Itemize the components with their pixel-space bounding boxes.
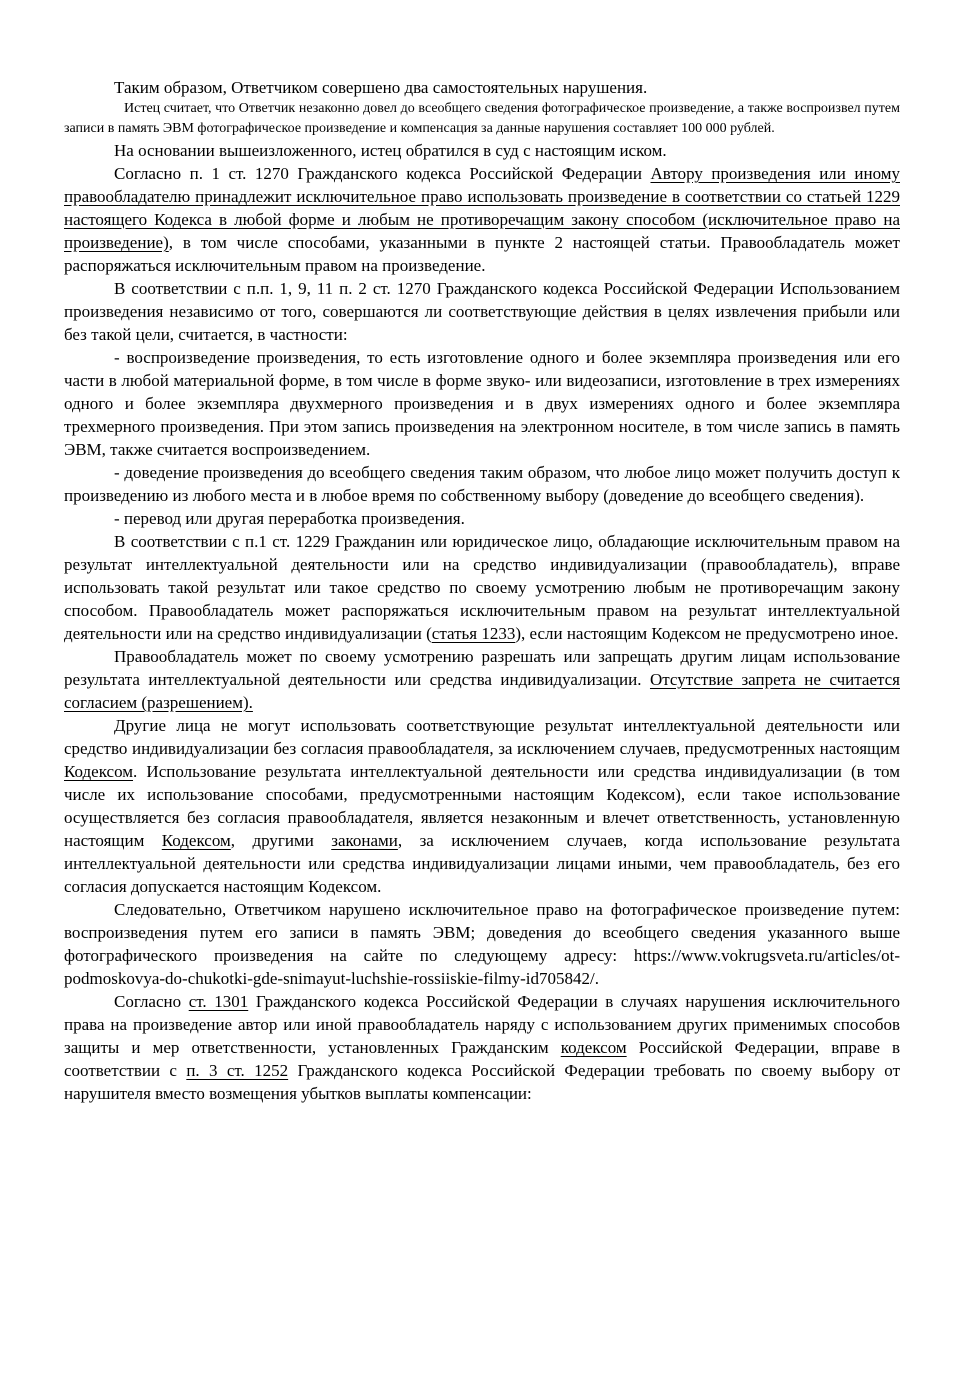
text-run: , другими	[230, 831, 332, 850]
paragraph-rightsholder-permission	[64, 645, 900, 714]
underlined-text-run: Отсутствие запрета не считается согласием (разрешением).	[64, 670, 900, 712]
paragraph-two-violations	[64, 76, 900, 99]
paragraph-basis-of-lawsuit	[64, 139, 900, 162]
url-text: https://www.vokrugsveta.ru/articles/ot-podmoskovya-do-chukotki-gde-snimayut-luchshie-rossiiskie-filmy-id705842/	[64, 946, 900, 988]
text-run: , в том числе способами, указанными в пункте 2 настоящей статьи. Правообладатель может распоряжаться исключительным правом на произведение.	[64, 233, 900, 275]
text-run: Следовательно, Ответчиком нарушено исключительное право на фотографическое произведение путем: воспроизведения путем его записи в память ЭВМ; доведения до всеобщего сведения указанного выше фотографического произведения на сайте по следующему адресу:	[64, 900, 900, 965]
paragraph-article-1229-p1	[64, 530, 900, 645]
text-run: ), если настоящим Кодексом не предусмотрено иное.	[515, 624, 899, 643]
text-run: Гражданского кодекса Российской Федерации требовать по своему выбору от нарушителя вместо возмещения убытков выплаты компенсации:	[64, 1061, 900, 1103]
underlined-text-run: ст. 1301	[188, 992, 249, 1011]
text-run: , за исключением случаев, когда использование результата интеллектуальной деятельности или средства индивидуализации лицами иными, чем правообладатель, без его согласия допускается настоящим Кодексом.	[64, 831, 900, 896]
underlined-text-run: п. 3 ст. 1252	[186, 1061, 289, 1080]
paragraph-article-1270-p1	[64, 162, 900, 277]
text-run: Таким образом, Ответчиком совершено два самостоятельных нарушения.	[114, 78, 648, 97]
text-run: .	[594, 969, 599, 988]
text-run: - перевод или другая переработка произведения.	[114, 509, 465, 528]
text-run: . Использование результата интеллектуальной деятельности или средства индивидуализации (в том числе их использование способами, предусмотренными настоящим Кодексом), если такое использование осуществляется без согласия правообладателя, является незаконным и влечет ответственность, установленную настоящим	[64, 762, 900, 850]
paragraph-conclusion-infringement	[64, 898, 900, 990]
text-run: Согласно п. 1 ст. 1270 Гражданского кодекса Российской Федерации	[114, 164, 651, 183]
underlined-text-run: Автору произведения или иному правообладателю принадлежит исключительное право использовать произведение в соответствии со статьей 1229 настоящего Кодекса в любой форме и любым не противоречащим закону способом (исключительное право на произведение)	[64, 164, 900, 252]
paragraph-article-1270-p2	[64, 277, 900, 346]
paragraph-item-public-communication	[64, 461, 900, 507]
text-run: Правообладатель может по своему усмотрению разрешать или запрещать другим лицам использование результата интеллектуальной деятельности или средства индивидуализации.	[64, 647, 900, 689]
text-run: - доведение произведения до всеобщего сведения таким образом, что любое лицо может получить доступ к произведению из любого места и в любое время по собственному выбору (доведение до всеобщего сведения).	[64, 463, 900, 505]
paragraph-article-1301	[64, 990, 900, 1105]
text-run: Гражданского кодекса Российской Федерации в случаях нарушения исключительного права на произведение автор или иной правообладатель наряду с использованием других применимых способов защиты и мер ответственности, установленных Гражданским	[64, 992, 900, 1057]
text-run: Российской Федерации, вправе в соответствии с	[64, 1038, 901, 1080]
underlined-text-run: Кодексом	[161, 831, 231, 850]
underlined-text-run: Кодексом	[64, 762, 134, 781]
text-run: Другие лица не могут использовать соответствующие результат интеллектуальной деятельности или средство индивидуализации без согласия правообладателя, за исключением случаев, предусмотренных настоящим	[64, 716, 900, 758]
paragraph-other-persons-prohibition	[64, 714, 900, 898]
text-run: На основании вышеизложенного, истец обратился в суд с настоящим иском.	[114, 141, 667, 160]
text-run: - воспроизведение произведения, то есть изготовление одного и более экземпляра произведения или его части в любой материальной форме, в том числе в форме звуко- или видеозаписи, изготовление в трех измерениях одного и более экземпляра двухмерного произведения и в двух измерениях одного и более экземпляра трехмерного произведения. При этом запись произведения на электронном носителе, в том числе запись в память ЭВМ, также считается воспроизведением.	[64, 348, 900, 459]
underlined-text-run: кодексом	[560, 1038, 627, 1057]
paragraph-item-translation	[64, 507, 900, 530]
paragraph-item-reproduction	[64, 346, 900, 461]
text-run: Согласно	[114, 992, 189, 1011]
text-run: В соответствии с п.п. 1, 9, 11 п. 2 ст. 1270 Гражданского кодекса Российской Федерации Использованием произведения независимо от того, совершаются ли соответствующие действия в целях извлечения прибыли или без такой цели, считается, в частности:	[64, 279, 900, 344]
underlined-text-run: статья 1233	[431, 624, 516, 643]
text-run: Истец считает, что Ответчик незаконно довел до всеобщего сведения фотографическое произведение, а также воспроизвел путем записи в память ЭВМ фотографическое произведение и компенсация за данные нарушения составляет 100 000 рублей.	[64, 101, 900, 136]
paragraph-claim-amount	[64, 99, 900, 139]
text-run: В соответствии с п.1 ст. 1229 Гражданин или юридическое лицо, обладающие исключительным правом на результат интеллектуальной деятельности или на средство индивидуализации (правообладатель), вправе использовать такой результат или такое средство по своему усмотрению любым не противоречащим закону способом. Правообладатель может распоряжаться исключительным правом на результат интеллектуальной деятельности или на средство индивидуализации (	[64, 532, 900, 643]
underlined-text-run: законами	[331, 831, 398, 850]
